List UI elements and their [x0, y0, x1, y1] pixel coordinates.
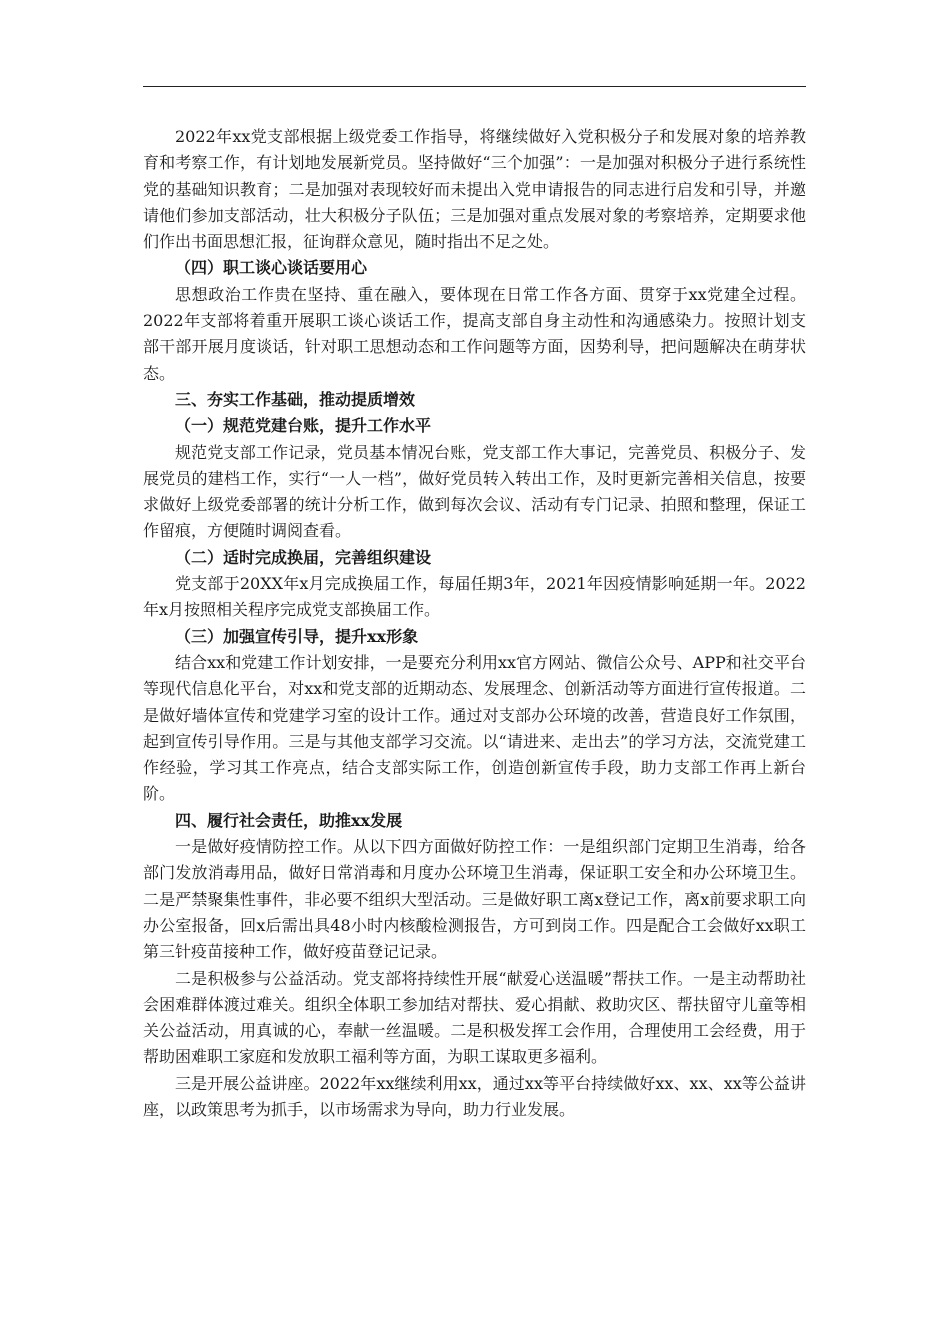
header-rule: [143, 86, 806, 87]
section-heading: （三）加强宣传引导，提升xx形象: [175, 626, 419, 646]
section-heading: （二）适时完成换届，完善组织建设: [175, 547, 432, 567]
paragraph: 规范党支部工作记录，党员基本情况台账，党支部工作大事记，完善党员、积极分子、发展党员的建档工作，实行“一人一档”，做好党员转入转出工作，及时更新完善相关信息，按要求做好上级党委部署的统计分析工作，做到每次会议、活动有专门记录、拍照和整理，保证工作留痕，方便随时调阅查看。: [143, 442, 806, 541]
paragraph: 一是做好疫情防控工作。从以下四方面做好防控工作：一是组织部门定期卫生消毒，给各部门发放消毒用品，做好日常消毒和月度办公环境卫生消毒，保证职工安全和办公环境卫生。二是严禁聚集性事件，非必要不组织大型活动。三是做好职工离x登记工作，离x前要求职工向办公室报备，回x后需出具48小时内核酸检测报告，方可到岗工作。四是配合工会做好xx职工第三针疫苗接种工作，做好疫苗登记记录。: [143, 837, 806, 962]
document-body: [143, 124, 806, 1123]
paragraph: 2022年xx党支部根据上级党委工作指导，将继续做好入党积极分子和发展对象的培养教育和考察工作，有计划地发展新党员。坚持做好“三个加强”：一是加强对积极分子进行系统性党的基础知识教育；二是加强对表现较好而未提出入党申请报告的同志进行启发和引导，并邀请他们参加支部活动，壮大积极分子队伍；三是加强对重点发展对象的考察培养，定期要求他们作出书面思想汇报，征询群众意见，随时指出不足之处。: [143, 127, 806, 252]
section-heading: 四、履行社会责任，助推xx发展: [175, 810, 403, 830]
paragraph: 思想政治工作贵在坚持、重在融入，要体现在日常工作各方面、贯穿于xx党建全过程。2022年支部将着重开展职工谈心谈话工作，提高支部自身主动性和沟通感染力。按照计划支部干部开展月度谈话，针对职工思想动态和工作问题等方面，因势利导，把问题解决在萌芽状态。: [143, 284, 806, 383]
paragraph: 党支部于20XX年x月完成换届工作，每届任期3年，2021年因疫情影响延期一年。2022年x月按照相关程序完成党支部换届工作。: [143, 574, 806, 620]
section-heading: （四）职工谈心谈话要用心: [175, 258, 368, 278]
section-heading: 三、夯实工作基础，推动提质增效: [175, 389, 416, 409]
paragraph: 二是积极参与公益活动。党支部将持续性开展“献爱心送温暖”帮扶工作。一是主动帮助社会困难群体渡过难关。组织全体职工参加结对帮扶、爱心捐献、救助灾区、帮扶留守儿童等相关公益活动，用真诚的心，奉献一丝温暖。二是积极发挥工会作用，合理使用工会经费，用于帮助困难职工家庭和发放职工福利等方面，为职工谋取更多福利。: [143, 968, 806, 1067]
paragraph: 结合xx和党建工作计划安排，一是要充分利用xx官方网站、微信公众号、APP和社交平台等现代信息化平台，对xx和党支部的近期动态、发展理念、创新活动等方面进行宣传报道。二是做好墙体宣传和党建学习室的设计工作。通过对支部办公环境的改善，营造良好工作氛围，起到宣传引导作用。三是与其他支部学习交流。以“请进来、走出去”的学习方法，交流党建工作经验，学习其工作亮点，结合支部实际工作，创造创新宣传手段，助力支部工作再上新台阶。: [143, 652, 806, 804]
section-heading: （一）规范党建台账，提升工作水平: [175, 416, 432, 436]
paragraph: 三是开展公益讲座。2022年xx继续利用xx，通过xx等平台持续做好xx、xx、xx等公益讲座，以政策思考为抓手，以市场需求为导向，助力行业发展。: [143, 1073, 806, 1119]
